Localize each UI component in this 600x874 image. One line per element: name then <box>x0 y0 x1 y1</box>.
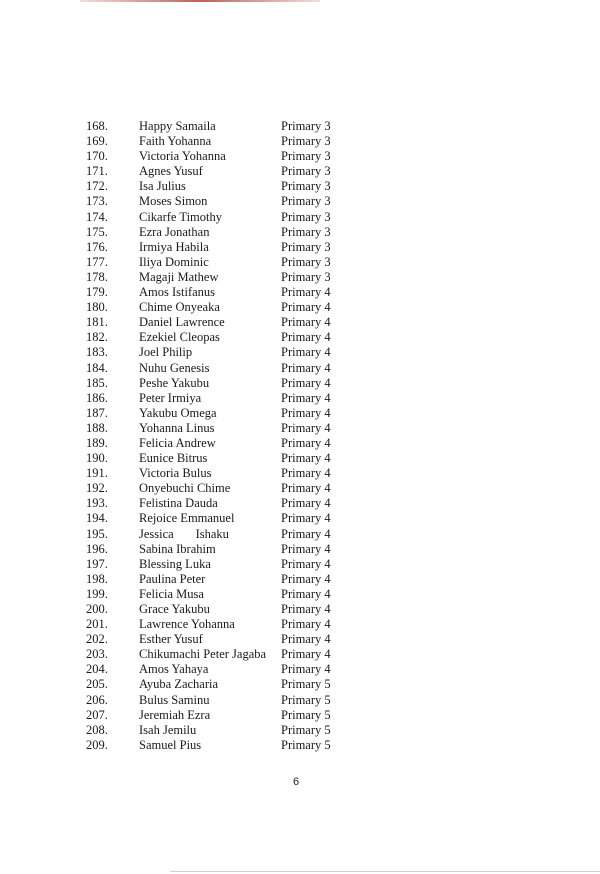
class-level: Primary 4 <box>281 375 331 390</box>
row-number: 177. <box>86 254 108 269</box>
list-row <box>0 557 600 572</box>
class-level: Primary 5 <box>281 722 331 737</box>
class-level: Primary 4 <box>281 662 331 677</box>
class-level: Primary 4 <box>281 556 331 571</box>
row-number: 208. <box>86 722 108 737</box>
row-number: 182. <box>86 330 108 345</box>
row-number: 171. <box>86 164 108 179</box>
list-row <box>0 693 600 708</box>
class-level: Primary 4 <box>281 541 331 556</box>
class-level: Primary 3 <box>281 239 331 254</box>
student-name: Peter Irmiya <box>139 390 202 405</box>
class-level: Primary 5 <box>281 677 331 692</box>
row-number: 203. <box>86 647 108 662</box>
scan-edge-top <box>80 0 320 2</box>
class-level: Primary 3 <box>281 149 331 164</box>
row-number: 187. <box>86 405 108 420</box>
class-level: Primary 4 <box>281 451 331 466</box>
row-number: 176. <box>86 239 108 254</box>
row-number: 173. <box>86 194 108 209</box>
student-name: Ezra Jonathan <box>139 224 210 239</box>
list-row <box>0 617 600 632</box>
list-row <box>0 361 600 376</box>
student-name: Jessica Ishaku <box>139 526 229 541</box>
student-name: Iliya Dominic <box>139 254 209 269</box>
class-level: Primary 4 <box>281 571 331 586</box>
list-row <box>0 270 600 285</box>
student-name: Yakubu Omega <box>139 405 217 420</box>
class-level: Primary 4 <box>281 300 331 315</box>
page-number: 6 <box>293 776 300 788</box>
row-number: 207. <box>86 707 108 722</box>
student-name: Magaji Mathew <box>139 269 219 284</box>
student-list <box>0 119 600 753</box>
list-row <box>0 194 600 209</box>
student-name: Ayuba Zacharia <box>139 677 219 692</box>
row-number: 197. <box>86 556 108 571</box>
list-row <box>0 542 600 557</box>
student-name: Moses Simon <box>139 194 208 209</box>
list-row <box>0 527 600 542</box>
student-name: Victoria Yohanna <box>139 149 226 164</box>
list-row <box>0 391 600 406</box>
row-number: 195. <box>86 526 108 541</box>
row-number: 193. <box>86 496 108 511</box>
class-level: Primary 4 <box>281 511 331 526</box>
student-name: Samuel Pius <box>139 737 202 752</box>
row-number: 168. <box>86 119 108 133</box>
row-number: 185. <box>86 375 108 390</box>
row-number: 196. <box>86 541 108 556</box>
class-level: Primary 5 <box>281 737 331 752</box>
list-row <box>0 647 600 662</box>
student-name: Peshe Yakubu <box>139 375 210 390</box>
list-row <box>0 285 600 300</box>
class-level: Primary 4 <box>281 315 331 330</box>
list-row <box>0 496 600 511</box>
class-level: Primary 4 <box>281 602 331 616</box>
class-level: Primary 4 <box>281 405 331 420</box>
class-level: Primary 3 <box>281 209 331 224</box>
list-row <box>0 511 600 526</box>
class-level: Primary 4 <box>281 390 331 405</box>
list-row <box>0 436 600 451</box>
row-number: 170. <box>86 149 108 164</box>
student-name: Amos Yahaya <box>139 662 209 677</box>
class-level: Primary 4 <box>281 526 331 541</box>
list-row <box>0 587 600 602</box>
student-name: Esther Yusuf <box>139 632 203 647</box>
student-name: Grace Yakubu <box>139 602 210 616</box>
student-name: Jeremiah Ezra <box>139 707 211 722</box>
list-row <box>0 210 600 225</box>
row-number: 186. <box>86 390 108 405</box>
student-name: Amos Istifanus <box>139 285 216 300</box>
row-number: 175. <box>86 224 108 239</box>
list-row <box>0 240 600 255</box>
row-number: 180. <box>86 300 108 315</box>
row-number: 202. <box>86 632 108 647</box>
class-level: Primary 3 <box>281 179 331 194</box>
row-number: 205. <box>86 677 108 692</box>
student-name: Felistina Dauda <box>139 496 218 511</box>
row-number: 199. <box>86 586 108 601</box>
student-name: Felicia Andrew <box>139 435 216 450</box>
list-row <box>0 602 600 617</box>
row-number: 188. <box>86 420 108 435</box>
class-level: Primary 4 <box>281 496 331 511</box>
list-row <box>0 632 600 647</box>
row-number: 190. <box>86 451 108 466</box>
list-row <box>0 179 600 194</box>
row-number: 183. <box>86 345 108 360</box>
list-row <box>0 723 600 738</box>
row-number: 192. <box>86 481 108 496</box>
student-name: Chime Onyeaka <box>139 300 220 315</box>
row-number: 178. <box>86 269 108 284</box>
row-number: 204. <box>86 662 108 677</box>
student-name: Joel Philip <box>139 345 193 360</box>
list-row <box>0 300 600 315</box>
student-name: Daniel Lawrence <box>139 315 225 330</box>
student-name: Rejoice Emmanuel <box>139 511 235 526</box>
class-level: Primary 4 <box>281 466 331 481</box>
list-row <box>0 330 600 345</box>
list-row <box>0 134 600 149</box>
student-name: Paulina Peter <box>139 571 206 586</box>
list-row <box>0 677 600 692</box>
student-name: Irmiya Habila <box>139 239 209 254</box>
list-row <box>0 421 600 436</box>
class-level: Primary 4 <box>281 420 331 435</box>
class-level: Primary 4 <box>281 285 331 300</box>
class-level: Primary 4 <box>281 481 331 496</box>
class-level: Primary 4 <box>281 345 331 360</box>
list-row <box>0 315 600 330</box>
student-name: Faith Yohanna <box>139 134 212 149</box>
student-name: Onyebuchi Chime <box>139 481 231 496</box>
list-row <box>0 662 600 677</box>
list-row <box>0 119 600 134</box>
class-level: Primary 4 <box>281 617 331 632</box>
row-number: 209. <box>86 737 108 752</box>
student-name: Bulus Saminu <box>139 692 210 707</box>
list-row <box>0 572 600 587</box>
student-name: Blessing Luka <box>139 556 211 571</box>
list-row <box>0 708 600 723</box>
student-name: Cikarfe Timothy <box>139 209 222 224</box>
class-level: Primary 3 <box>281 224 331 239</box>
class-level: Primary 3 <box>281 194 331 209</box>
student-name: Felicia Musa <box>139 586 204 601</box>
row-number: 172. <box>86 179 108 194</box>
class-level: Primary 3 <box>281 164 331 179</box>
class-level: Primary 3 <box>281 134 331 149</box>
class-level: Primary 3 <box>281 269 331 284</box>
student-name: Lawrence Yohanna <box>139 617 235 632</box>
list-row <box>0 406 600 421</box>
row-number: 198. <box>86 571 108 586</box>
class-level: Primary 4 <box>281 586 331 601</box>
list-row <box>0 481 600 496</box>
list-row <box>0 345 600 360</box>
row-number: 194. <box>86 511 108 526</box>
list-row <box>0 255 600 270</box>
row-number: 206. <box>86 692 108 707</box>
row-number: 179. <box>86 285 108 300</box>
student-name: Victoria Bulus <box>139 466 212 481</box>
student-name: Sabina Ibrahim <box>139 541 216 556</box>
student-name: Eunice Bitrus <box>139 451 208 466</box>
student-name: Chikumachi Peter Jagaba <box>139 647 267 662</box>
row-number: 181. <box>86 315 108 330</box>
row-number: 200. <box>86 602 108 616</box>
row-number: 201. <box>86 617 108 632</box>
row-number: 191. <box>86 466 108 481</box>
class-level: Primary 4 <box>281 360 331 375</box>
scan-edge-bottom <box>170 871 600 872</box>
list-row <box>0 149 600 164</box>
class-level: Primary 4 <box>281 647 331 662</box>
list-row <box>0 738 600 753</box>
list-row <box>0 376 600 391</box>
class-level: Primary 4 <box>281 330 331 345</box>
student-name: Isa Julius <box>139 179 186 194</box>
student-name: Ezekiel Cleopas <box>139 330 220 345</box>
class-level: Primary 5 <box>281 707 331 722</box>
row-number: 189. <box>86 435 108 450</box>
class-level: Primary 5 <box>281 692 331 707</box>
class-level: Primary 3 <box>281 119 331 133</box>
row-number: 184. <box>86 360 108 375</box>
list-row <box>0 225 600 240</box>
class-level: Primary 3 <box>281 254 331 269</box>
list-row <box>0 164 600 179</box>
list-row <box>0 451 600 466</box>
student-name: Yohanna Linus <box>139 420 215 435</box>
class-level: Primary 4 <box>281 435 331 450</box>
student-name: Happy Samaila <box>139 119 216 133</box>
student-name: Agnes Yusuf <box>139 164 203 179</box>
student-name: Isah Jemilu <box>139 722 197 737</box>
list-row <box>0 466 600 481</box>
row-number: 174. <box>86 209 108 224</box>
student-name: Nuhu Genesis <box>139 360 210 375</box>
class-level: Primary 4 <box>281 632 331 647</box>
row-number: 169. <box>86 134 108 149</box>
